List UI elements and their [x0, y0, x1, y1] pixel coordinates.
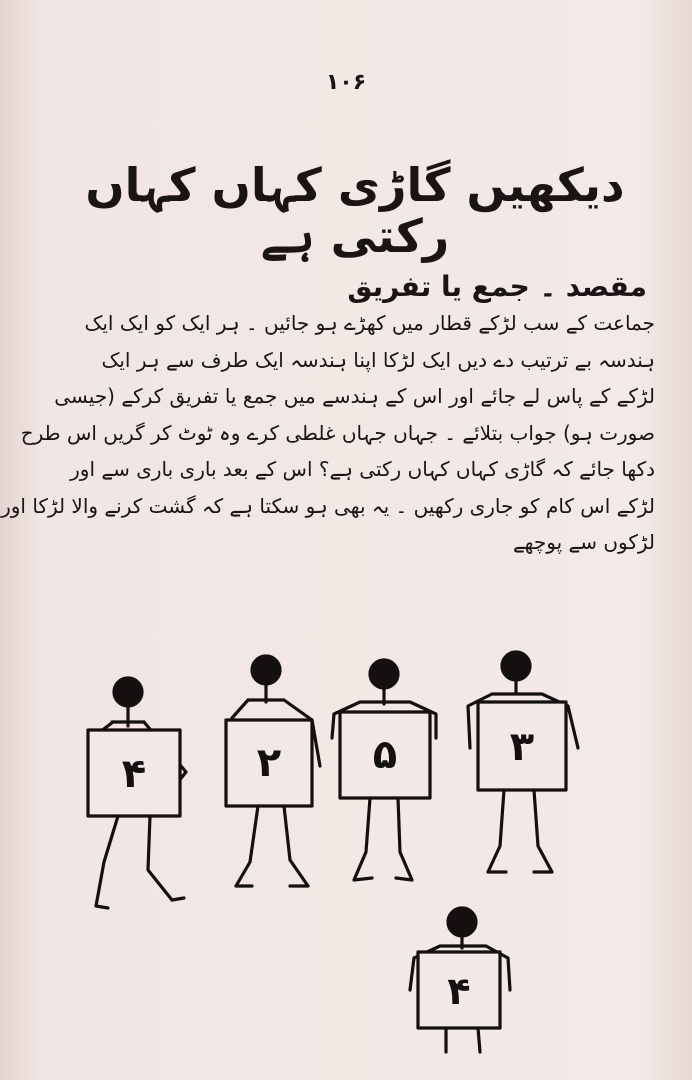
stick-figure-2	[226, 656, 320, 886]
figure-head	[448, 908, 476, 936]
figure-legs	[354, 798, 412, 880]
placard-digit: ۵	[372, 732, 398, 778]
figure-legs	[96, 816, 184, 908]
lesson-objective: مقصد ۔ جمع یا تفریق	[347, 270, 647, 303]
paragraph-line: جماعت کے سب لڑکے قطار میں کھڑے ہو جائیں ۔ ہر ایک کو ایک ایک	[84, 311, 655, 335]
lesson-title: دیکھیں گاڑی کہاں کہاں رکتی ہے	[85, 158, 625, 263]
figure-head	[252, 656, 280, 684]
stick-figure-3	[332, 660, 436, 880]
figure-head	[114, 678, 142, 706]
stick-figures-illustration	[0, 640, 692, 1080]
paragraph-line: لڑکے کے پاس لے جائے اور اس کے ہندسے میں جمع یا تفریق کرکے (جیسی	[54, 384, 655, 408]
paragraph-line: لڑکے اس کام کو جاری رکھیں ۔ یہ بھی ہو سکتا ہے کہ گشت کرنے والا لڑکا اور	[1, 493, 655, 518]
page-number: ۱۰۶	[325, 70, 367, 95]
figure-legs	[446, 1028, 480, 1052]
figure-legs	[236, 806, 308, 886]
placard-digit: ۴	[447, 969, 471, 1013]
paragraph-line: لڑکوں سے پوچھے	[512, 530, 655, 554]
placard-digit: ۲	[256, 740, 282, 786]
paragraph-line: صورت ہو) جواب بتلائے ۔ جہاں جہاں غلطی کرے وہ ٹوٹ کر گریں اس طرح	[20, 420, 655, 445]
placard-digit: ۳	[509, 724, 535, 770]
paragraph-line: ہندسہ بے ترتیب دے دیں ایک لڑکا اپنا ہندسہ ایک طرف سے ہر ایک	[101, 347, 655, 372]
stick-figure-5	[410, 908, 510, 1052]
figure-legs	[488, 790, 552, 872]
placard-digit: ۴	[121, 751, 147, 797]
figure-head	[502, 652, 530, 680]
stick-figure-4	[468, 652, 578, 872]
stick-figure-1	[88, 678, 186, 908]
instructions-paragraph	[1, 305, 655, 561]
figure-head	[370, 660, 398, 688]
paragraph-line: دکھا جائے کہ گاڑی کہاں کہاں رکتی ہے؟ اس کے بعد باری باری سے اور	[70, 457, 655, 481]
